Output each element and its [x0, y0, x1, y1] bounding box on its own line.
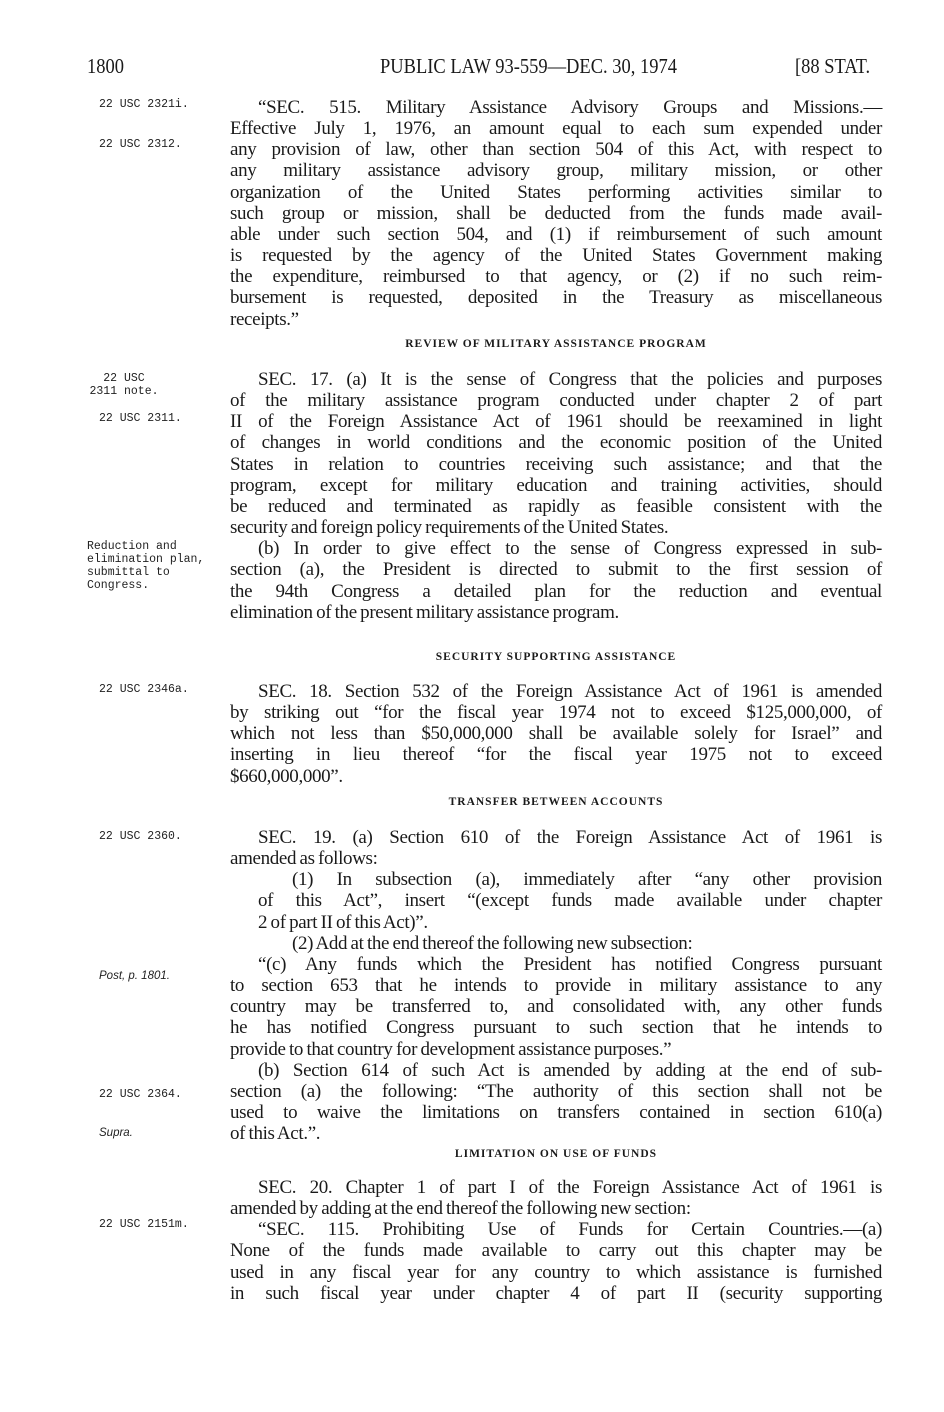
text-line: (b) Section 614 of such Act is amended by adding at the end of sub- [258, 1059, 882, 1081]
text-line: Effective July 1, 1976, an amount equal to each sum expended under [230, 118, 882, 140]
text-line: SEC. 18. Section 532 of the Foreign Assistance Act of 1961 is amended [258, 681, 882, 702]
text-line: SEC. 19. (a) Section 610 of the Foreign Assistance Act of 1961 is [258, 827, 882, 848]
text-line: “SEC. 515. Military Assistance Advisory Groups and Missions.— [258, 97, 882, 118]
text-line: able under such section 504, and (1) if reimbursement of such amount [230, 223, 882, 245]
text-line: the expenditure, reimbursed to that agency, or (2) if no such reim- [230, 266, 882, 288]
text-line: (1) In subsection (a), immediately after “any other provision [292, 869, 882, 891]
section-heading: SECURITY SUPPORTING ASSISTANCE [435, 651, 677, 663]
text-line: section (a), the President is directed to submit to the first session of [230, 559, 882, 581]
text-line: of this Act”, insert “(except funds made available under chapter [258, 890, 882, 912]
text-line: of changes in world conditions and the economic position of the United [230, 432, 882, 454]
statute-volume: [88 STAT. [795, 54, 871, 78]
text-line: (b) In order to give effect to the sense of Congress expressed in sub- [258, 538, 882, 560]
text-line: II of the Foreign Assistance Act of 1961 should be reexamined in light [230, 411, 882, 433]
text-line: by striking out “for the fiscal year 1974 not to exceed $125,000,000, of [230, 702, 882, 724]
text-line: SEC. 17. (a) It is the sense of Congress that the policies and purposes [258, 369, 882, 390]
text-line: country may be transferred to, and consolidated with, any other funds [230, 996, 882, 1018]
section-heading: TRANSFER BETWEEN ACCOUNTS [448, 796, 664, 808]
margin-note: 22 USC 2364. [99, 1088, 182, 1101]
text-line: “SEC. 115. Prohibiting Use of Funds for Certain Countries.—(a) [258, 1219, 882, 1241]
margin-note: 22 USC 2311. [99, 412, 182, 425]
text-line: 2 of part II of this Act)”. [258, 911, 428, 933]
text-line: (2) Add at the end thereof the following new subsection: [292, 932, 693, 954]
text-line: States in relation to countries receiving such assistance; and that the [230, 453, 882, 475]
margin-note: 22 USC 2151m. [99, 1218, 189, 1231]
text-line: of the military assistance program conducted under chapter 2 of part [230, 390, 882, 412]
text-line: in such fiscal year under chapter 4 of part II (security supporting [230, 1282, 882, 1304]
text-line: any military assistance advisory group, military mission, or other [230, 160, 882, 182]
text-line: be reduced and terminated as rapidly as feasible consistent with the [230, 495, 882, 517]
text-line: amended by adding at the end thereof the following new section: [230, 1198, 691, 1220]
page-number: 1800 [87, 54, 124, 78]
margin-note: 22 USC 2312. [99, 138, 182, 151]
text-line: to section 653 that he intends to provide in military assistance to any [230, 975, 882, 997]
text-line: receipts.” [230, 308, 299, 330]
running-title: PUBLIC LAW 93-559—DEC. 30, 1974 [380, 54, 677, 78]
text-line: of this Act.”. [230, 1123, 321, 1145]
text-line: he has notified Congress pursuant to such section that he intends to [230, 1017, 882, 1039]
text-line: section (a) the following: “The authority of this section shall not be [230, 1080, 882, 1102]
text-line: program, except for military education and training activities, should [230, 474, 882, 496]
text-line: used in any fiscal year for any country to which assistance is furnished [230, 1261, 882, 1283]
text-line: used to waive the limitations on transfers contained in section 610(a) [230, 1101, 882, 1123]
margin-note: Post, p. 1801. [99, 970, 170, 982]
margin-note: 22 USC 2346a. [99, 683, 189, 696]
text-line: None of the funds made available to carry out this chapter may be [230, 1240, 882, 1262]
text-line: organization of the United States performing activities similar to [230, 181, 882, 203]
text-line: security and foreign policy requirements of the United States. [230, 517, 669, 539]
text-line: bursement is requested, deposited in the Treasury as miscellaneous [230, 287, 882, 309]
text-line: SEC. 20. Chapter 1 of part I of the Foreign Assistance Act of 1961 is [258, 1177, 882, 1198]
margin-note: 22 USC 2360. [99, 830, 182, 843]
text-line: is requested by the agency of the United States Government making [230, 245, 882, 267]
text-line: such group or mission, shall be deducted from the funds made avail- [230, 202, 882, 224]
section-heading: REVIEW OF MILITARY ASSISTANCE PROGRAM [405, 338, 707, 350]
text-line: elimination of the present military assistance program. [230, 601, 619, 623]
text-line: “(c) Any funds which the President has notified Congress pursuant [258, 953, 882, 975]
text-line: provide to that country for development assistance purposes.” [230, 1038, 672, 1060]
text-line: the 94th Congress a detailed plan for the reduction and eventual [230, 580, 882, 602]
margin-note: Supra. [99, 1127, 133, 1139]
margin-note: Reduction and elimination plan, submittal to Congress. [87, 540, 205, 592]
text-line: amended as follows: [230, 848, 378, 870]
text-line: inserting in lieu thereof “for the fiscal year 1975 not to exceed [230, 744, 882, 766]
text-line: any provision of law, other than section 504 of this Act, with respect to [230, 139, 882, 161]
text-line: $660,000,000”. [230, 765, 343, 787]
margin-note: 22 USC 2321i. [99, 98, 189, 111]
text-line: which not less than $50,000,000 shall be available solely for Israel” and [230, 723, 882, 745]
margin-note: 22 USC 2311 note. [89, 372, 159, 398]
section-heading: LIMITATION ON USE OF FUNDS [454, 1148, 658, 1160]
